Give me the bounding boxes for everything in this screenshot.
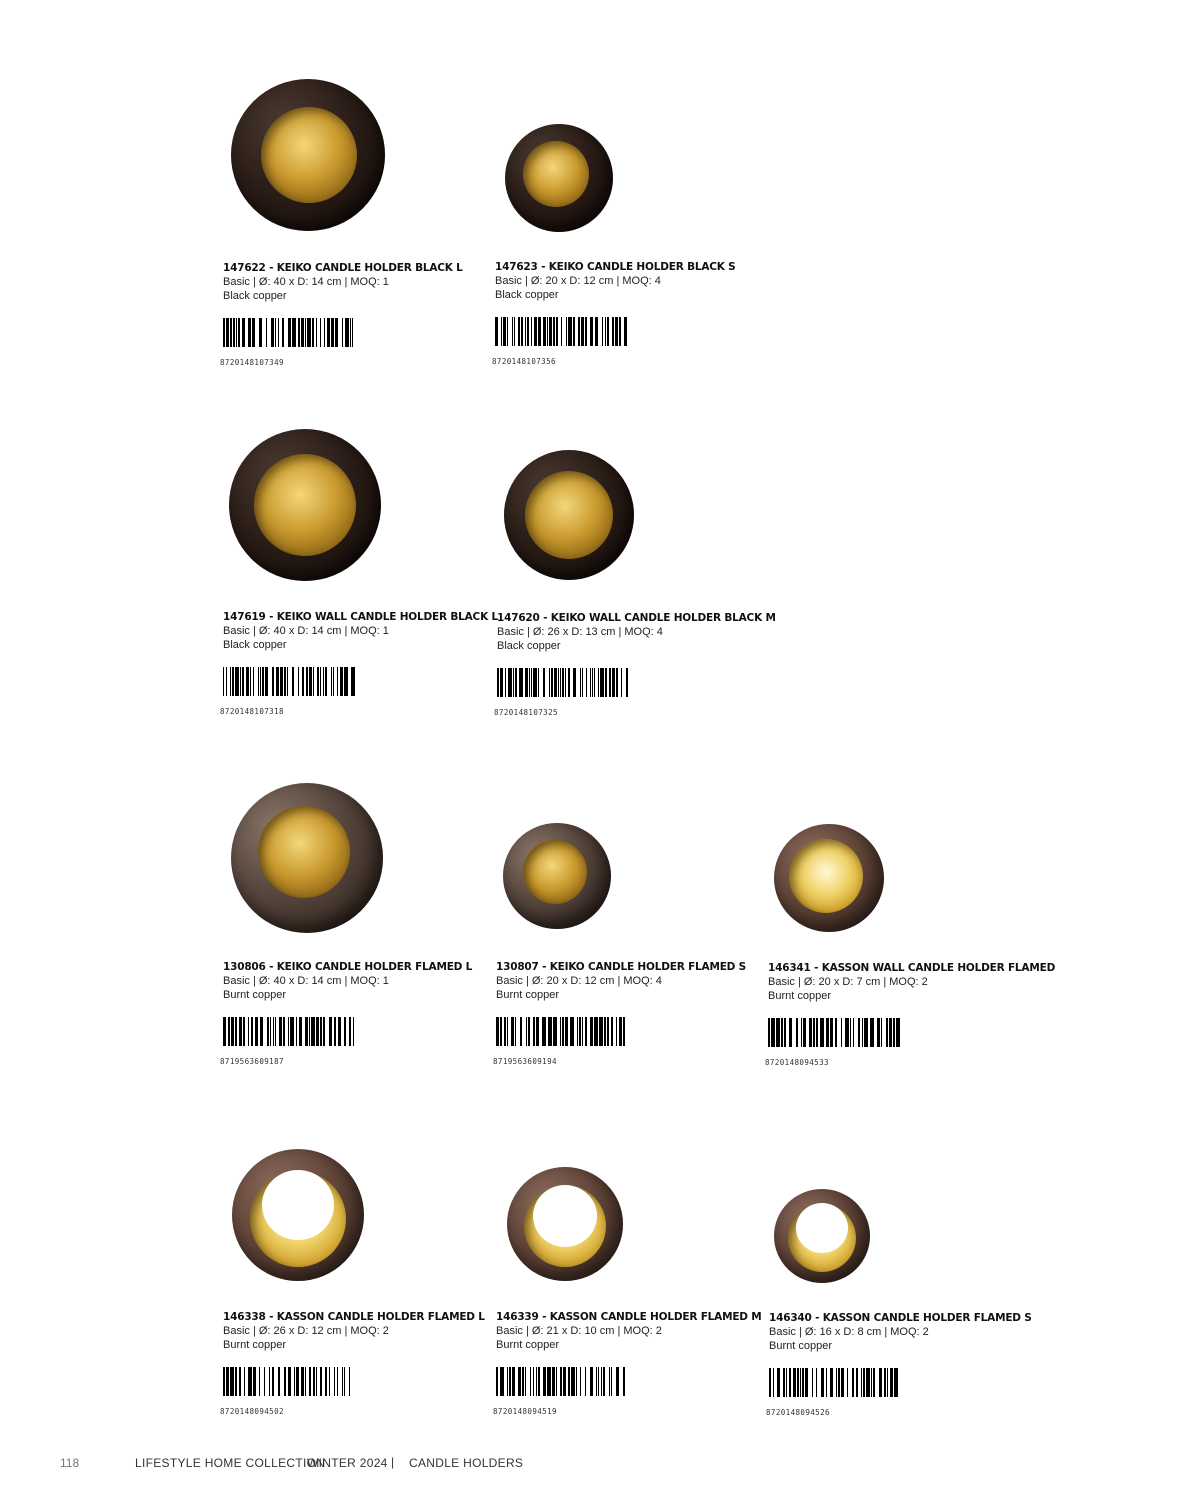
footer-category: CANDLE HOLDERS xyxy=(409,1456,524,1470)
product-title: 147619 - KEIKO WALL CANDLE HOLDER BLACK L xyxy=(223,611,498,623)
product-title: 147620 - KEIKO WALL CANDLE HOLDER BLACK M xyxy=(497,612,776,624)
product-title: 130806 - KEIKO CANDLE HOLDER FLAMED L xyxy=(223,961,473,973)
barcode xyxy=(769,1368,901,1397)
product-finish: Black copper xyxy=(223,290,287,302)
barcode-number: 8720148094526 xyxy=(766,1408,830,1417)
barcode xyxy=(223,1367,355,1396)
product-spec: Basic | Ø: 16 x D: 8 cm | MOQ: 2 xyxy=(769,1326,929,1338)
barcode-number: 8719563609194 xyxy=(493,1057,557,1066)
product-spec: Basic | Ø: 40 x D: 14 cm | MOQ: 1 xyxy=(223,975,389,987)
barcode xyxy=(768,1018,900,1047)
product-title: 146341 - KASSON WALL CANDLE HOLDER FLAMED xyxy=(768,962,1056,974)
product-spec: Basic | Ø: 21 x D: 10 cm | MOQ: 2 xyxy=(496,1325,662,1337)
product-spec: Basic | Ø: 20 x D: 12 cm | MOQ: 4 xyxy=(496,975,662,987)
barcode-number: 8720148094502 xyxy=(220,1407,284,1416)
page-number: 118 xyxy=(60,1456,80,1470)
product-image-146338 xyxy=(298,1215,299,1216)
footer-separator: | xyxy=(391,1455,395,1469)
barcode xyxy=(496,1017,628,1046)
product-finish: Black copper xyxy=(497,640,561,652)
product-title: 146339 - KASSON CANDLE HOLDER FLAMED M xyxy=(496,1311,762,1323)
product-image-146340 xyxy=(822,1236,823,1237)
barcode xyxy=(496,1367,628,1396)
product-finish: Black copper xyxy=(495,289,559,301)
barcode-number: 8720148094533 xyxy=(765,1058,829,1067)
product-image-147623 xyxy=(559,178,560,179)
product-finish: Burnt copper xyxy=(769,1340,832,1352)
footer-collection: LIFESTYLE HOME COLLECTION xyxy=(135,1456,326,1470)
product-image-147619 xyxy=(305,505,306,506)
barcode-number: 8720148107325 xyxy=(494,708,558,717)
product-image-146339 xyxy=(565,1224,566,1225)
product-image-147620 xyxy=(569,515,570,516)
product-finish: Burnt copper xyxy=(223,989,286,1001)
footer-season: WINTER 2024 xyxy=(307,1456,388,1470)
product-title: 130807 - KEIKO CANDLE HOLDER FLAMED S xyxy=(496,961,747,973)
barcode xyxy=(223,318,355,347)
barcode-number: 8720148094519 xyxy=(493,1407,557,1416)
product-finish: Burnt copper xyxy=(768,990,831,1002)
product-title: 146338 - KASSON CANDLE HOLDER FLAMED L xyxy=(223,1311,485,1323)
barcode-number: 8720148107356 xyxy=(492,357,556,366)
product-finish: Black copper xyxy=(223,639,287,651)
product-spec: Basic | Ø: 20 x D: 7 cm | MOQ: 2 xyxy=(768,976,928,988)
barcode xyxy=(223,1017,355,1046)
product-image-130807 xyxy=(557,876,558,877)
product-spec: Basic | Ø: 20 x D: 12 cm | MOQ: 4 xyxy=(495,275,661,287)
barcode xyxy=(223,667,355,696)
barcode-number: 8719563609187 xyxy=(220,1057,284,1066)
product-title: 147623 - KEIKO CANDLE HOLDER BLACK S xyxy=(495,261,736,273)
barcode xyxy=(495,317,627,346)
product-title: 147622 - KEIKO CANDLE HOLDER BLACK L xyxy=(223,262,463,274)
product-finish: Burnt copper xyxy=(496,989,559,1001)
product-spec: Basic | Ø: 26 x D: 13 cm | MOQ: 4 xyxy=(497,626,663,638)
barcode-number: 8720148107318 xyxy=(220,707,284,716)
barcode-number: 8720148107349 xyxy=(220,358,284,367)
product-title: 146340 - KASSON CANDLE HOLDER FLAMED S xyxy=(769,1312,1032,1324)
product-spec: Basic | Ø: 40 x D: 14 cm | MOQ: 1 xyxy=(223,276,389,288)
product-image-146341 xyxy=(829,878,830,879)
product-finish: Burnt copper xyxy=(496,1339,559,1351)
product-image-147622 xyxy=(308,155,309,156)
product-spec: Basic | Ø: 40 x D: 14 cm | MOQ: 1 xyxy=(223,625,389,637)
product-image-130806 xyxy=(307,858,308,859)
product-spec: Basic | Ø: 26 x D: 12 cm | MOQ: 2 xyxy=(223,1325,389,1337)
product-finish: Burnt copper xyxy=(223,1339,286,1351)
barcode xyxy=(497,668,629,697)
